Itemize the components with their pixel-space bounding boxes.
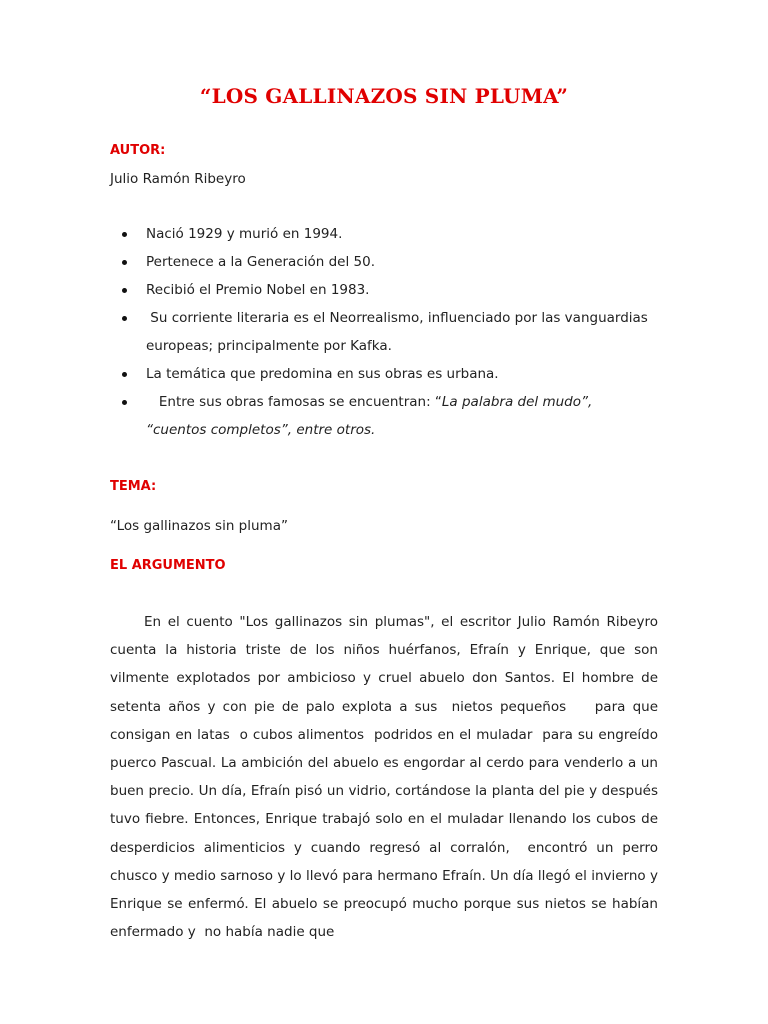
- bullet-icon: [122, 288, 127, 293]
- obras-prefix: Entre sus obras famosas se encuentran: “: [146, 394, 442, 410]
- bullet-icon: [122, 316, 127, 321]
- list-item: Recibió el Premio Nobel en 1983.: [110, 276, 650, 304]
- autor-name: Julio Ramón Ribeyro: [110, 171, 246, 187]
- tema-text: “Los gallinazos sin pluma”: [110, 518, 288, 534]
- bullet-icon: [122, 372, 127, 377]
- bullet-icon: [122, 232, 127, 237]
- bullet-icon: [122, 400, 127, 405]
- argumento-paragraph: En el cuento "Los gallinazos sin plumas", el escritor Julio Ramón Ribeyro cuenta la historia triste de los niños huérfanos, Efraín y Enrique, que son vilmente explotados por ambicioso y cruel abuelo don Santos. El hombre de setenta años y con pie de palo explota a sus nietos pequeños para que consigan en latas o cubos alimentos podridos en el muladar para su engreído puerco Pascual. La ambición del abuelo es engordar al cerdo para venderlo a un buen precio. Un día, Efraín pisó un vidrio, cortándose la planta del pie y después tuvo fiebre. Entonces, Enrique trabajó solo en el muladar llenando los cubos de desperdicios alimenticios y cuando regresó al corralón, encontró un perro chusco y medio sarnoso y lo llevó para hermano Efraín. Un día llegó el invierno y Enrique se enfermó. El abuelo se preocupó mucho porque sus nietos se habían enfermado y no había nadie que: [110, 614, 663, 941]
- author-facts-list: [110, 220, 653, 444]
- list-item: Su corriente literaria es el Neorrealismo, influenciado por las vanguardias europeas; principalmente por Kafka.: [110, 304, 650, 360]
- autor-heading: AUTOR:: [110, 143, 166, 158]
- list-item: [110, 388, 650, 444]
- list-item: Pertenece a la Generación del 50.: [110, 248, 650, 276]
- bullet-icon: [122, 260, 127, 265]
- tema-heading: TEMA:: [110, 479, 157, 494]
- list-item: La temática que predomina en sus obras es urbana.: [110, 360, 650, 388]
- list-item: Nació 1929 y murió en 1994.: [110, 220, 650, 248]
- argumento-heading: EL ARGUMENTO: [110, 558, 226, 573]
- document-title: “LOS GALLINAZOS SIN PLUMA”: [199, 84, 569, 108]
- obras-italic: La palabra del mudo”, “cuentos completos”, entre otros.: [146, 394, 597, 438]
